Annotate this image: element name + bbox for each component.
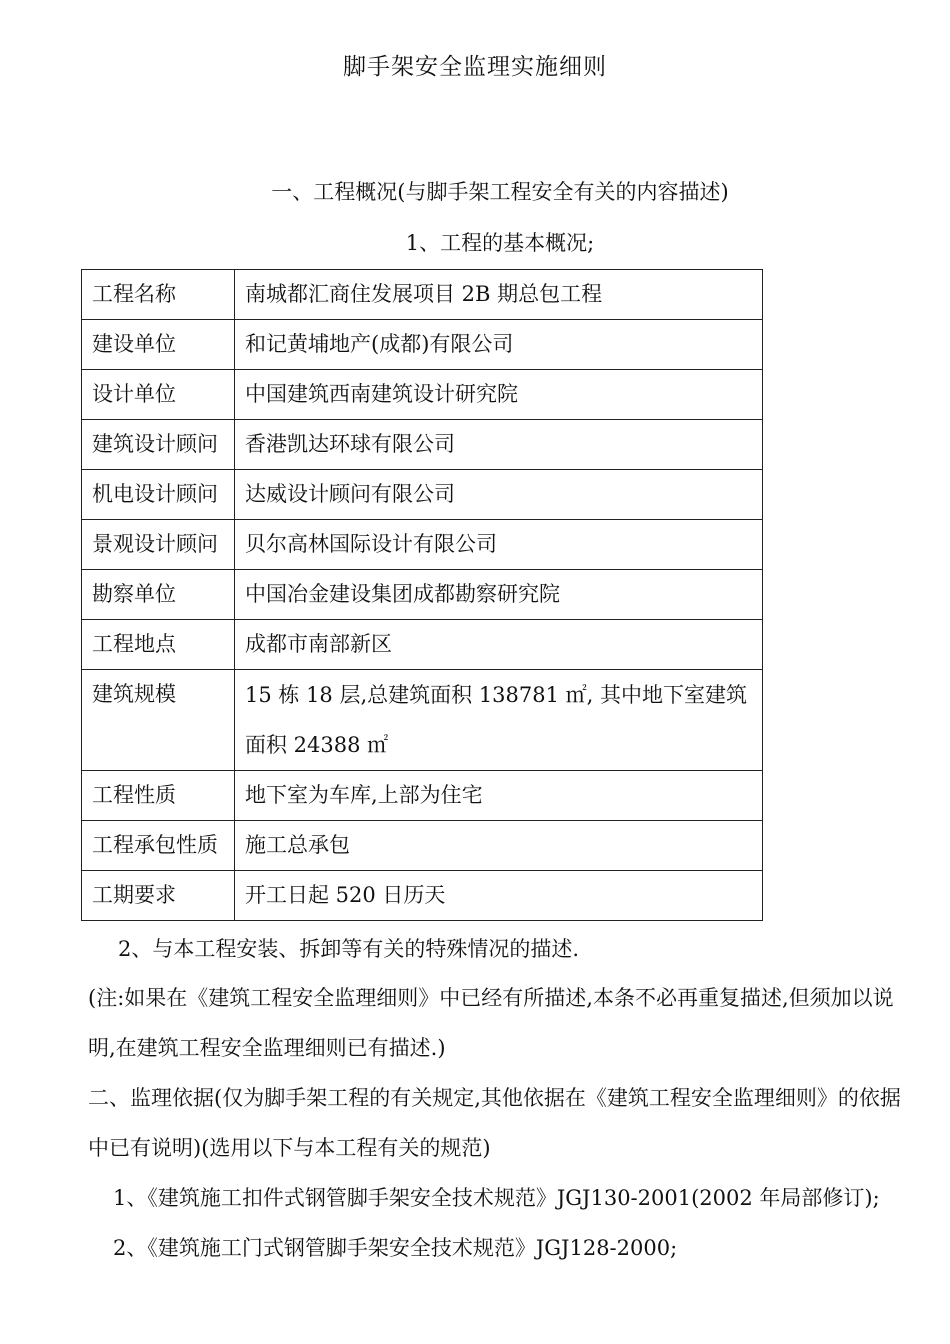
table-row (82, 821, 763, 871)
table-row (82, 871, 763, 921)
row-value: 贝尔高林国际设计有限公司 (235, 520, 763, 570)
row-value: 15 栋 18 层,总建筑面积 138781 ㎡, 其中地下室建筑面积 24388 ㎡ (235, 670, 763, 771)
row-value: 和记黄埔地产(成都)有限公司 (235, 320, 763, 370)
row-value: 中国建筑西南建筑设计研究院 (235, 370, 763, 420)
row-label: 机电设计顾问 (82, 470, 235, 520)
table-row (82, 570, 763, 620)
row-value: 成都市南部新区 (235, 620, 763, 670)
table-row (82, 370, 763, 420)
table-row (82, 670, 763, 771)
row-label: 勘察单位 (82, 570, 235, 620)
row-label: 设计单位 (82, 370, 235, 420)
subsection-1-heading: 1、工程的基本概况; (405, 231, 595, 255)
section-1-heading: 一、工程概况(与脚手架工程安全有关的内容描述) (271, 180, 729, 204)
row-value: 南城都汇商住发展项目 2B 期总包工程 (235, 270, 763, 320)
row-label: 景观设计顾问 (82, 520, 235, 570)
reference-item: 1、《建筑施工扣件式钢管脚手架安全技术规范》JGJ130-2001(2002 年局部修订); (113, 1186, 880, 1210)
note-paragraph: (注:如果在《建筑工程安全监理细则》中已经有所描述,本条不必再重复描述,但须加以说明,在建筑工程安全监理细则已有描述.) (88, 986, 894, 1060)
reference-item: 2、《建筑施工门式钢管脚手架安全技术规范》JGJ128-2000; (113, 1236, 678, 1260)
row-label: 工期要求 (82, 871, 235, 921)
subsection-2-heading: 2、与本工程安装、拆卸等有关的特殊情况的描述. (118, 937, 580, 961)
row-label: 建设单位 (82, 320, 235, 370)
row-label: 工程地点 (82, 620, 235, 670)
row-label: 建筑规模 (82, 670, 235, 771)
table-row (82, 620, 763, 670)
row-value: 中国冶金建设集团成都勘察研究院 (235, 570, 763, 620)
row-value: 达威设计顾问有限公司 (235, 470, 763, 520)
table-row (82, 320, 763, 370)
row-value: 香港凯达环球有限公司 (235, 420, 763, 470)
table-row (82, 771, 763, 821)
row-label: 工程承包性质 (82, 821, 235, 871)
row-value: 地下室为车库,上部为住宅 (235, 771, 763, 821)
document-title: 脚手架安全监理实施细则 (343, 54, 607, 80)
row-label: 工程性质 (82, 771, 235, 821)
row-label: 工程名称 (82, 270, 235, 320)
project-overview-table (81, 269, 763, 921)
row-value: 开工日起 520 日历天 (235, 871, 763, 921)
table-row (82, 420, 763, 470)
row-label: 建筑设计顾问 (82, 420, 235, 470)
section-2-paragraph: 二、监理依据(仅为脚手架工程的有关规定,其他依据在《建筑工程安全监理细则》的依据中已有说明)(选用以下与本工程有关的规范) (88, 1086, 901, 1160)
row-value: 施工总承包 (235, 821, 763, 871)
table-row (82, 520, 763, 570)
table-row (82, 470, 763, 520)
table-row (82, 270, 763, 320)
